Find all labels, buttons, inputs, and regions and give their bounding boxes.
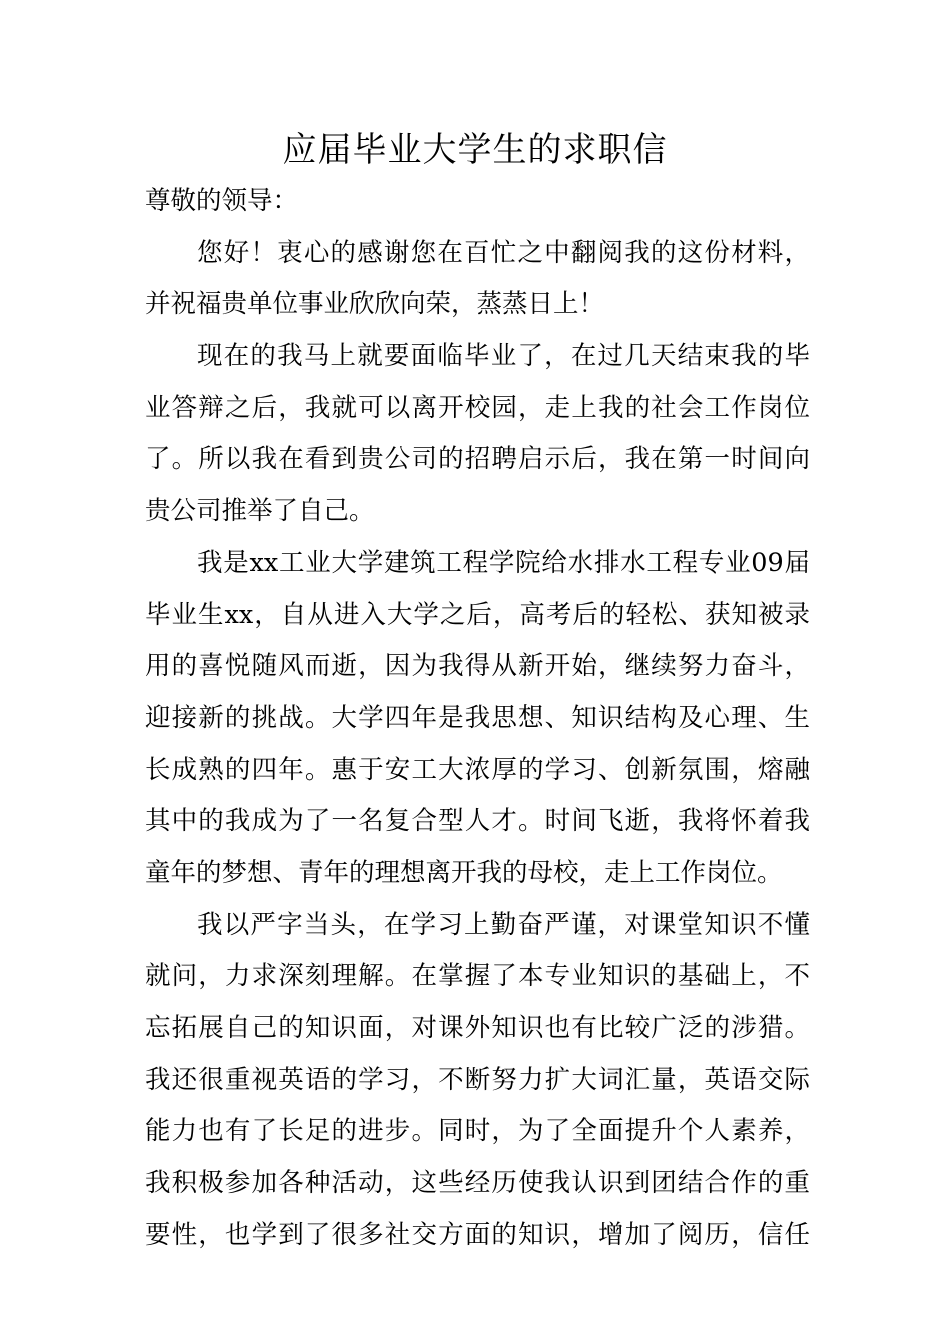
paragraph-line: 能力也有了长足的进步。同时，为了全面提升个人素养， xyxy=(145,1116,810,1147)
paragraph-line: 用的喜悦随风而逝，因为我得从新开始，继续努力奋斗， xyxy=(145,651,810,682)
paragraph-line: 贵公司推举了自己。 xyxy=(145,496,375,527)
paragraph-line: 我积极参加各种活动，这些经历使我认识到团结合作的重 xyxy=(145,1168,810,1199)
paragraph-line: 迎接新的挑战。大学四年是我思想、知识结构及心理、生 xyxy=(145,702,810,733)
paragraph-line: 童年的梦想、青年的理想离开我的母校，走上工作岗位。 xyxy=(145,857,783,888)
paragraph-line: 并祝福贵单位事业欣欣向荣，蒸蒸日上！ xyxy=(145,289,605,320)
paragraph-line: 我是xx工业大学建筑工程学院给水排水工程专业09届 xyxy=(197,547,810,578)
paragraph-line: 了。所以我在看到贵公司的招聘启示后，我在第一时间向 xyxy=(145,444,810,475)
paragraph-3 xyxy=(145,538,810,900)
paragraph-line: 忘拓展自己的知识面，对课外知识也有比较广泛的涉猎。 xyxy=(145,1013,810,1043)
paragraph-2 xyxy=(145,331,810,538)
paragraph-line: 要性，也学到了很多社交方面的知识，增加了阅历，信任 xyxy=(145,1219,810,1250)
paragraph-line: 我还很重视英语的学习，不断努力扩大词汇量，英语交际 xyxy=(145,1064,810,1095)
paragraph-line: 现在的我马上就要面临毕业了，在过几天结束我的毕 xyxy=(197,341,810,372)
paragraph-line: 其中的我成为了一名复合型人才。时间飞逝，我将怀着我 xyxy=(145,806,810,837)
document-title: 应届毕业大学生的求职信 xyxy=(282,130,668,170)
paragraph-line: 就问，力求深刻理解。在掌握了本专业知识的基础上，不 xyxy=(145,961,810,992)
paragraph-line: 您好！衷心的感谢您在百忙之中翻阅我的这份材料， xyxy=(197,237,810,268)
paragraph-1 xyxy=(145,228,810,331)
salutation: 尊敬的领导： xyxy=(145,186,299,216)
paragraph-line: 业答辩之后，我就可以离开校园，走上我的社会工作岗位 xyxy=(145,392,810,423)
letter-body xyxy=(145,176,810,1261)
paragraph-line: 我以严字当头，在学习上勤奋严谨，对课堂知识不懂 xyxy=(197,909,810,940)
paragraph-4 xyxy=(145,900,810,1262)
paragraph-line: 长成熟的四年。惠于安工大浓厚的学习、创新氛围，熔融 xyxy=(145,754,810,785)
paragraph-line: 毕业生xx，自从进入大学之后，高考后的轻松、获知被录 xyxy=(145,599,810,630)
